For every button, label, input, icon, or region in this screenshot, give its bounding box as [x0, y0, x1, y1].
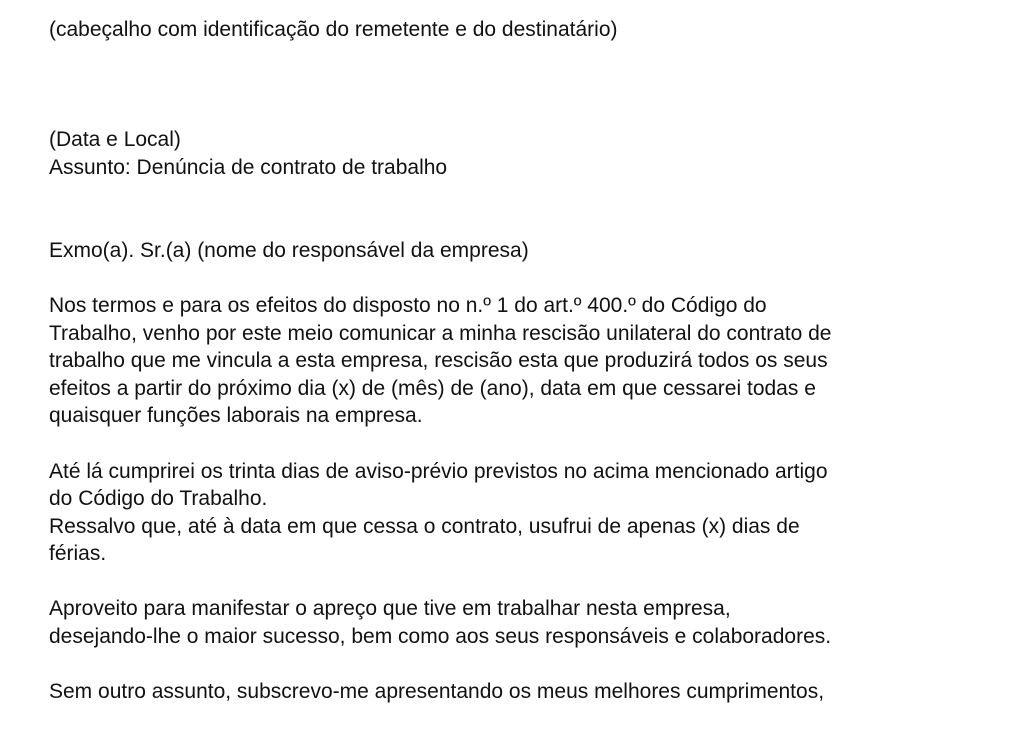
spacer: [49, 651, 1009, 679]
paragraph-line: quaisquer funções laborais na empresa.: [49, 404, 423, 428]
paragraph-notice: [49, 458, 1009, 513]
closing-line: Sem outro assunto, subscrevo-me apresentando os meus melhores cumprimentos,: [49, 680, 825, 704]
paragraph-appreciation: [49, 595, 1009, 650]
salutation: Exmo(a). Sr.(a) (nome do responsável da empresa): [49, 238, 529, 262]
paragraph-line: trabalho que me vincula a esta empresa, rescisão esta que produzirá todos os seus: [49, 349, 828, 373]
paragraph-line: desejando-lhe o maior sucesso, bem como aos seus responsáveis e colaboradores.: [49, 625, 832, 649]
paragraph-line: Ressalvo que, até à data em que cessa o contrato, usufrui de apenas (x) dias de: [49, 514, 800, 538]
subject-line: Assunto: Denúncia de contrato de trabalho: [49, 155, 448, 179]
paragraph-line: efeitos a partir do próximo dia (x) de (mês) de (ano), data em que cessarei todas e: [49, 376, 816, 400]
spacer: [49, 568, 1009, 596]
paragraph-resignation: [49, 292, 1009, 430]
paragraph-line: Até lá cumprirei os trinta dias de aviso-prévio previstos no acima mencionado artigo: [49, 459, 828, 483]
spacer: [49, 430, 1009, 458]
paragraph-line: Aproveito para manifestar o apreço que tive em trabalhar nesta empresa,: [49, 597, 731, 621]
spacer: [49, 182, 1009, 237]
spacer: [49, 264, 1009, 292]
spacer: [49, 44, 1009, 127]
paragraph-line: do Código do Trabalho.: [49, 487, 268, 511]
letter-document: [49, 16, 1009, 706]
header-note: (cabeçalho com identificação do remetente e do destinatário): [49, 18, 618, 41]
paragraph-vacation: [49, 513, 1009, 568]
paragraph-line: férias.: [49, 542, 107, 566]
date-place: (Data e Local): [49, 128, 181, 152]
paragraph-line: Nos termos e para os efeitos do disposto no n.º 1 do art.º 400.º do Código do: [49, 293, 767, 317]
paragraph-line: Trabalho, venho por este meio comunicar a minha rescisão unilateral do contrato de: [49, 321, 832, 345]
